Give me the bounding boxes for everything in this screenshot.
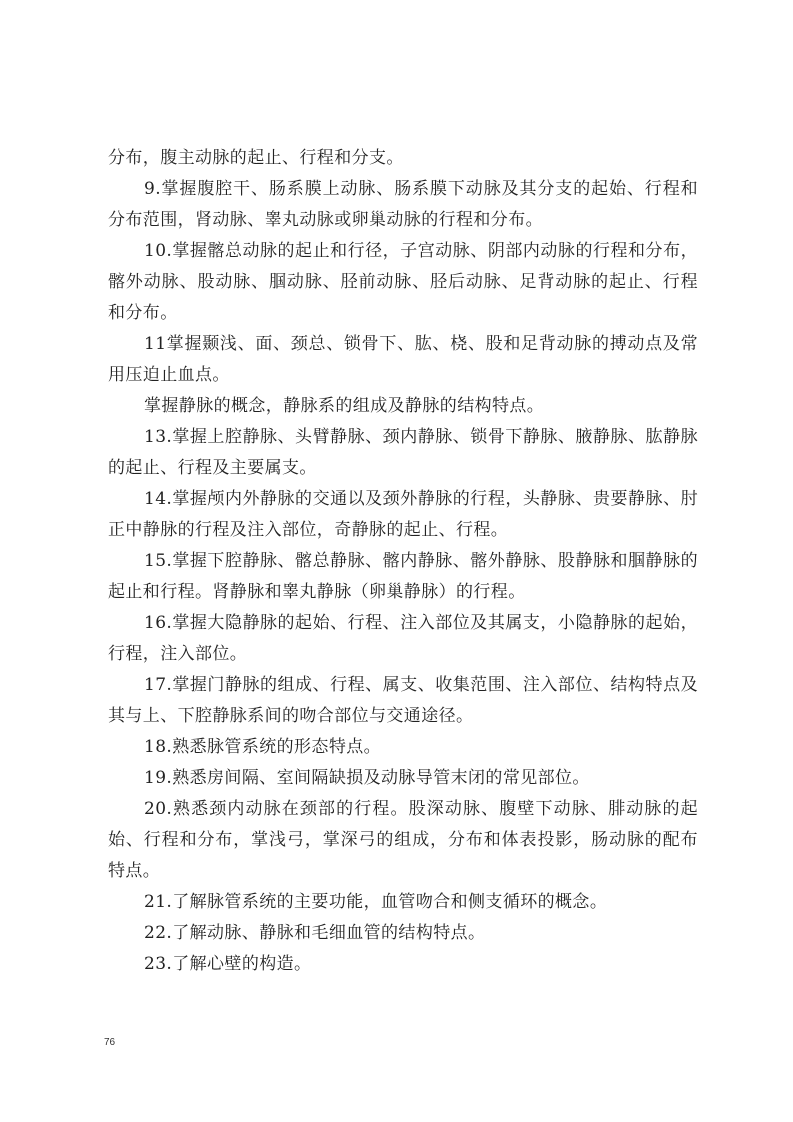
paragraph-item-11: 11掌握颞浅、面、颈总、锁骨下、肱、桡、股和足背动脉的搏动点及常用压迫止血点。 xyxy=(108,334,698,385)
paragraph-item-19: 19.熟悉房间隔、室间隔缺损及动脉导管末闭的常见部位。 xyxy=(144,768,590,788)
paragraph-item-21: 21.了解脉管系统的主要功能，血管吻合和侧支循环的概念。 xyxy=(144,892,608,912)
paragraph-item-12: 掌握静脉的概念，静脉系的组成及静脉的结构特点。 xyxy=(144,396,545,416)
page-number: 76 xyxy=(104,1037,116,1048)
paragraph-item-10: 10.掌握髂总动脉的起止和行径，子宫动脉、阴部内动脉的行程和分布，髂外动脉、股动脉、腘动脉、胫前动脉、胫后动脉、足背动脉的起止、行程和分布。 xyxy=(108,241,698,323)
paragraph-continuation: 分布，腹主动脉的起止、行程和分支。 xyxy=(108,148,404,168)
document-body xyxy=(108,143,698,980)
paragraph-item-23: 23.了解心壁的构造。 xyxy=(144,954,312,974)
paragraph-item-22: 22.了解动脉、静脉和毛细血管的结构特点。 xyxy=(144,923,486,943)
paragraph-item-18: 18.熟悉脉管系统的形态特点。 xyxy=(144,737,382,757)
paragraph-item-16: 16.掌握大隐静脉的起始、行程、注入部位及其属支，小隐静脉的起始，行程，注入部位。 xyxy=(108,613,698,664)
paragraph-item-13: 13.掌握上腔静脉、头臂静脉、颈内静脉、锁骨下静脉、腋静脉、肱静脉的起止、行程及主要属支。 xyxy=(108,427,698,478)
paragraph-item-14: 14.掌握颅内外静脉的交通以及颈外静脉的行程，头静脉、贵要静脉、肘正中静脉的行程及注入部位，奇静脉的起止、行程。 xyxy=(108,489,698,540)
paragraph-item-20: 20.熟悉颈内动脉在颈部的行程。股深动脉、腹壁下动脉、腓动脉的起始、行程和分布，掌浅弓，掌深弓的组成，分布和体表投影，肠动脉的配布特点。 xyxy=(108,799,698,881)
paragraph-item-9: 9.掌握腹腔干、肠系膜上动脉、肠系膜下动脉及其分支的起始、行程和分布范围，肾动脉、睾丸动脉或卵巢动脉的行程和分布。 xyxy=(108,179,698,230)
paragraph-item-17: 17.掌握门静脉的组成、行程、属支、收集范围、注入部位、结构特点及其与上、下腔静脉系间的吻合部位与交通途径。 xyxy=(108,675,698,726)
paragraph-item-15: 15.掌握下腔静脉、髂总静脉、髂内静脉、髂外静脉、股静脉和腘静脉的起止和行程。肾静脉和睾丸静脉（卵巢静脉）的行程。 xyxy=(108,551,698,602)
